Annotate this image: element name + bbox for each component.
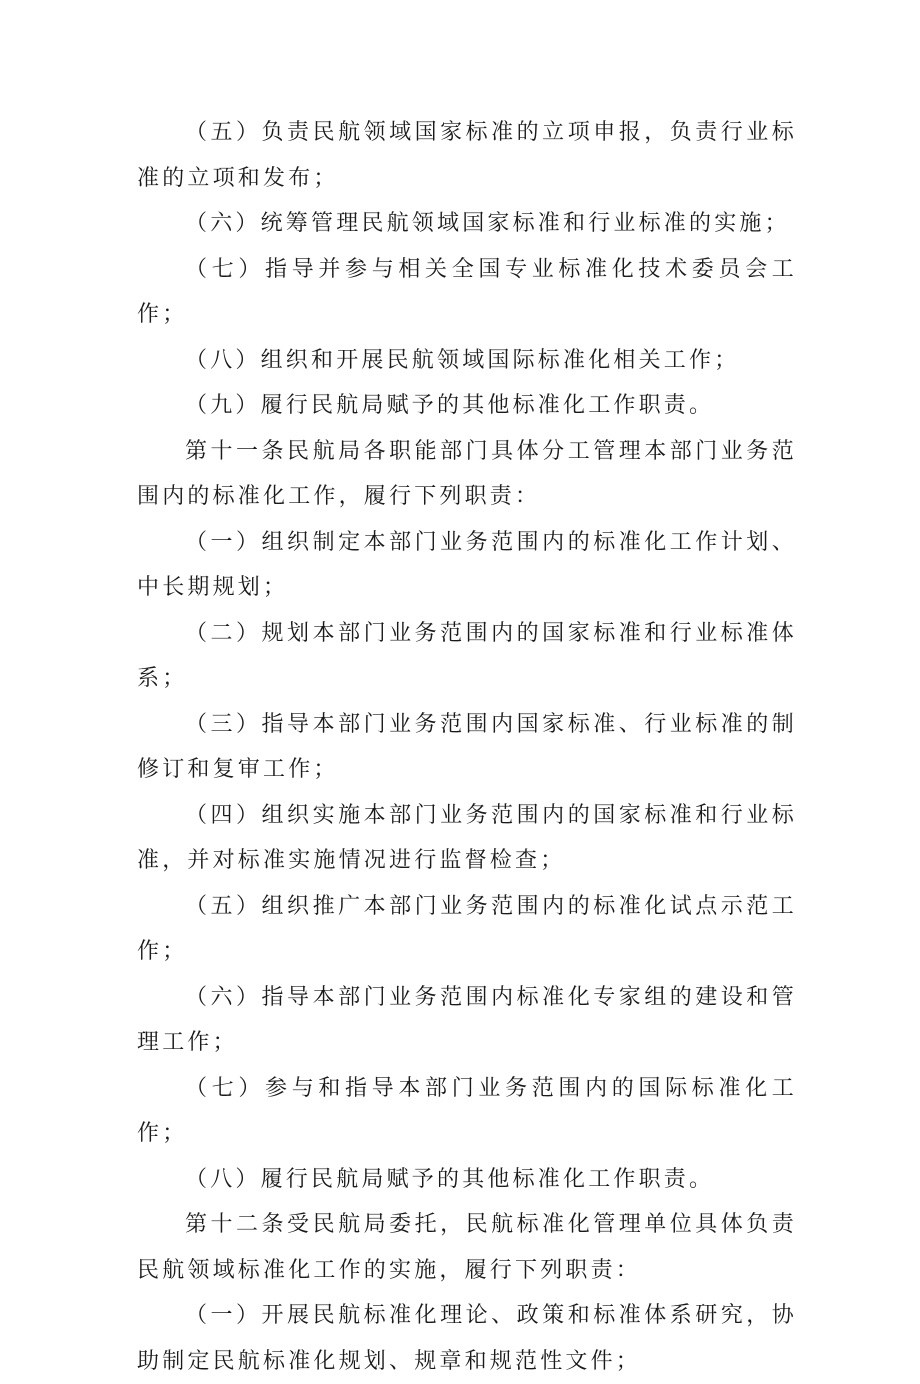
article-11-item-8: （八）履行民航局赋予的其他标准化工作职责。 — [185, 1166, 715, 1192]
article-11-item-1: （一）组织制定本部门业务范围内的标准化工作计划、中长期规划； — [137, 529, 797, 600]
paragraph-item-7: （七）指导并参与相关全国专业标准化技术委员会工作； — [137, 256, 797, 327]
article-11-item-4: （四）组织实施本部门业务范围内的国家标准和行业标准，并对标准实施情况进行监督检查； — [137, 802, 797, 873]
article-12-item-1: （一）开展民航标准化理论、政策和标准体系研究，协助制定民航标准化规划、规章和规范性文件； — [137, 1303, 797, 1374]
article-12-heading: 第十二条受民航局委托，民航标准化管理单位具体负责民航领域标准化工作的实施，履行下列职责： — [137, 1212, 797, 1283]
paragraph-item-9: （九）履行民航局赋予的其他标准化工作职责。 — [185, 393, 715, 418]
article-11-item-6: （六）指导本部门业务范围内标准化专家组的建设和管理工作； — [137, 984, 797, 1055]
document-body — [137, 110, 797, 1384]
paragraph-item-5: （五）负责民航领域国家标准的立项申报，负责行业标准的立项和发布； — [137, 120, 797, 191]
article-11-item-7: （七）参与和指导本部门业务范围内的国际标准化工作； — [137, 1075, 797, 1146]
paragraph-item-6: （六）统筹管理民航领域国家标准和行业标准的实施； — [185, 211, 790, 236]
article-11-item-2: （二）规划本部门业务范围内的国家标准和行业标准体系； — [137, 620, 797, 691]
article-11-item-5: （五）组织推广本部门业务范围内的标准化试点示范工作； — [137, 893, 797, 964]
article-11-heading: 第十一条民航局各职能部门具体分工管理本部门业务范围内的标准化工作，履行下列职责： — [137, 438, 797, 509]
article-11-item-3: （三）指导本部门业务范围内国家标准、行业标准的制修订和复审工作； — [137, 711, 797, 782]
paragraph-item-8: （八）组织和开展民航领域国际标准化相关工作； — [185, 347, 740, 373]
